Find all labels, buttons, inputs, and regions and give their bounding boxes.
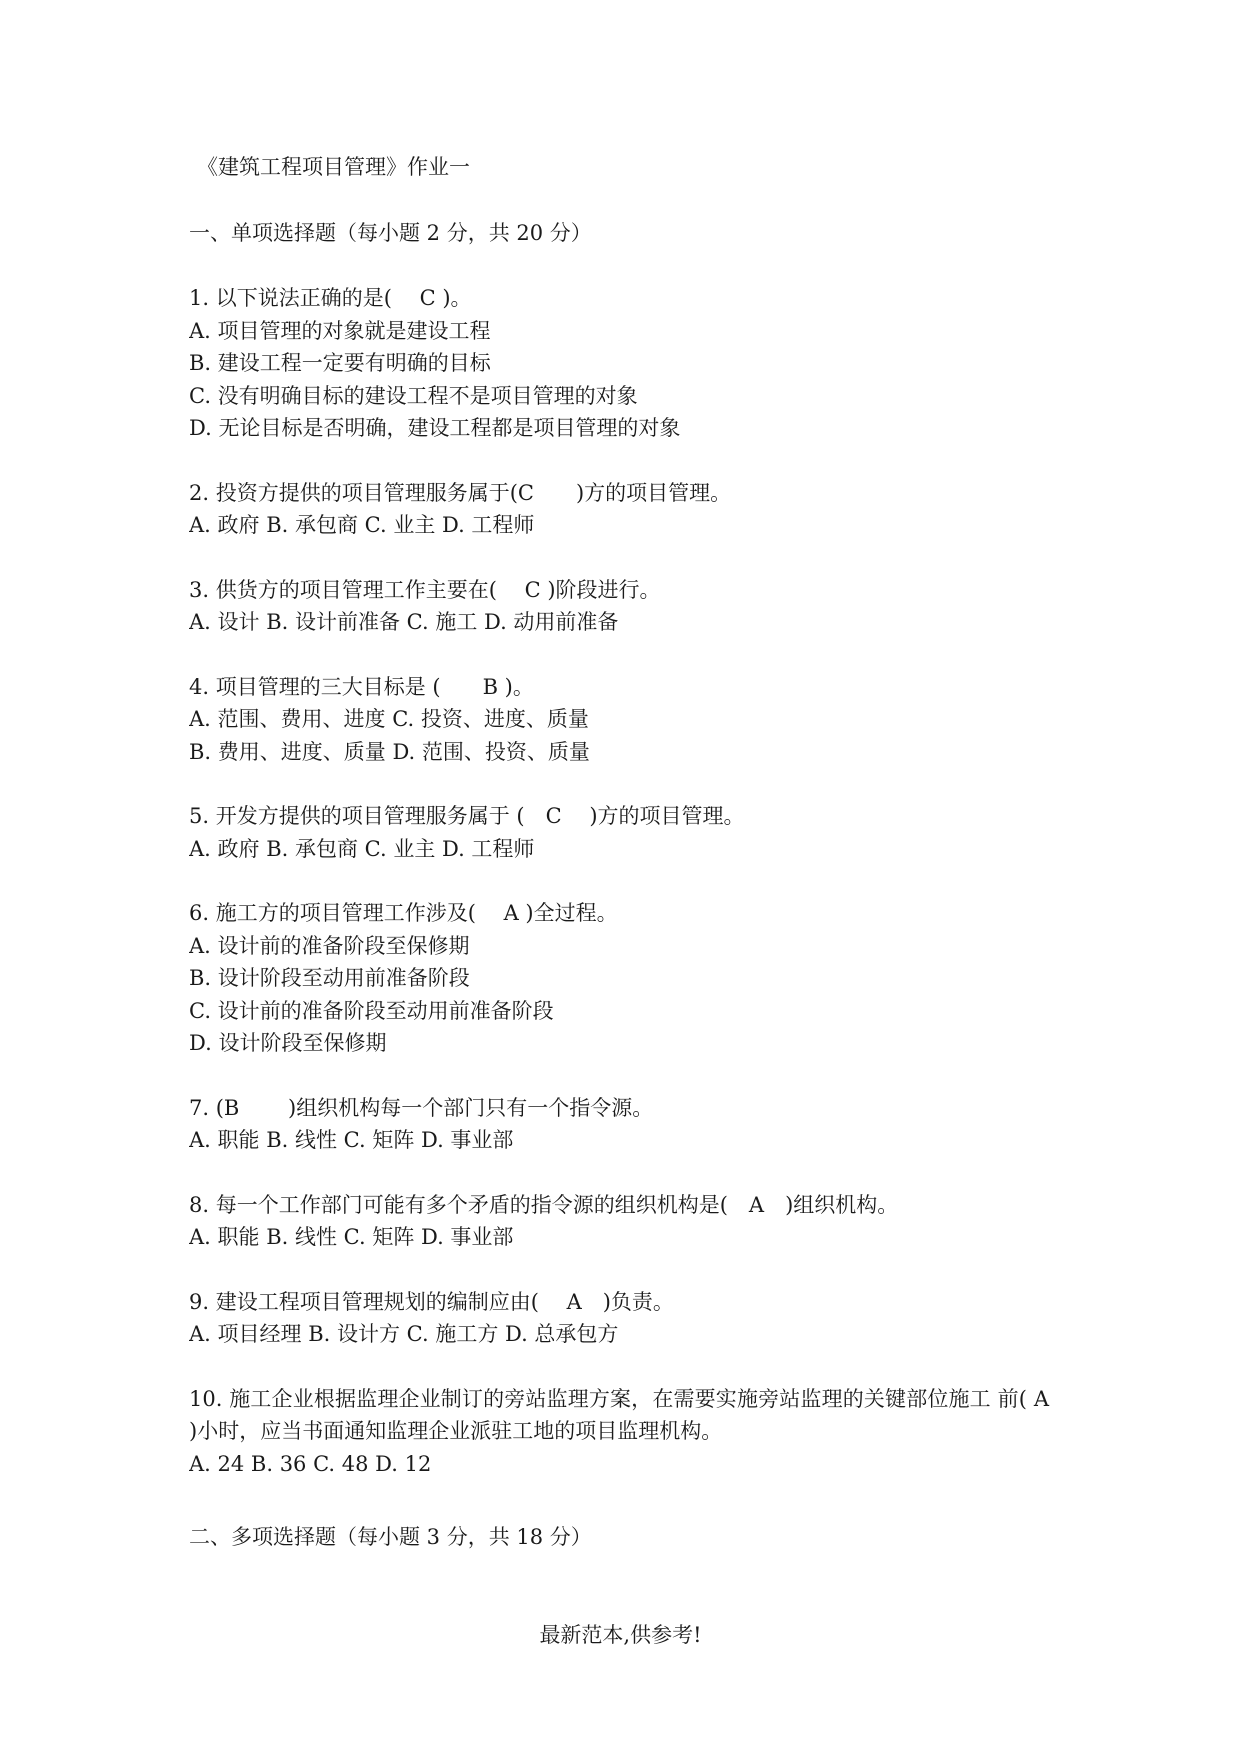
question-stem: 4. 项目管理的三大目标是 ( B )。 [189,674,534,699]
page-footer: 最新范本,供参考! [539,1623,702,1647]
question-7 [189,1092,1069,1157]
question-8 [189,1189,1069,1254]
question-option: A. 职能 B. 线性 C. 矩阵 D. 事业部 [189,1128,514,1152]
question-option: A. 24 B. 36 C. 48 D. 12 [189,1451,432,1476]
section-heading-multiple-choice: 二、多项选择题（每小题 3 分，共 18 分） [189,1525,592,1549]
question-stem: 1. 以下说法正确的是( C )。 [189,286,472,310]
question-option: A. 政府 B. 承包商 C. 业主 D. 工程师 [189,836,535,861]
question-option: B. 建设工程一定要有明确的目标 [189,351,491,375]
question-stem: 6. 施工方的项目管理工作涉及( A )全过程。 [189,901,618,925]
question-list [189,282,1069,1512]
question-option: A. 设计 B. 设计前准备 C. 施工 D. 动用前准备 [189,610,619,634]
question-option: B. 费用、进度、质量 D. 范围、投资、质量 [189,739,590,764]
question-stem: 7. (B )组织机构每一个部门只有一个指令源。 [189,1095,654,1120]
question-stem: 2. 投资方提供的项目管理服务属于(C )方的项目管理。 [189,480,732,505]
question-5 [189,800,1069,865]
question-stem: 8. 每一个工作部门可能有多个矛盾的指令源的组织机构是( A )组织机构。 [189,1192,899,1217]
question-option: D. 无论目标是否明确，建设工程都是项目管理的对象 [189,416,681,440]
question-option: A. 职能 B. 线性 C. 矩阵 D. 事业部 [189,1225,514,1249]
question-option: A. 政府 B. 承包商 C. 业主 D. 工程师 [189,513,535,537]
question-stem: 5. 开发方提供的项目管理服务属于 ( C )方的项目管理。 [189,804,745,828]
question-4 [189,671,1069,769]
question-option: C. 没有明确目标的建设工程不是项目管理的对象 [189,383,638,408]
question-stem: 9. 建设工程项目管理规划的编制应由( A )负责。 [189,1289,674,1314]
question-9 [189,1286,1069,1351]
question-3 [189,574,1069,639]
question-option: A. 设计前的准备阶段至保修期 [189,933,470,958]
question-6 [189,897,1069,1060]
question-option: A. 范围、费用、进度 C. 投资、进度、质量 [189,707,589,731]
question-option: D. 设计阶段至保修期 [189,1031,387,1055]
question-1 [189,282,1069,445]
document-title: 《建筑工程项目管理》作业一 [197,155,470,179]
question-10 [189,1383,1069,1481]
question-stem: 3. 供货方的项目管理工作主要在( C )阶段进行。 [189,577,661,602]
question-option: B. 设计阶段至动用前准备阶段 [189,966,470,990]
question-2 [189,477,1069,542]
section-heading-single-choice: 一、单项选择题（每小题 2 分，共 20 分） [189,221,592,245]
question-option: A. 项目管理的对象就是建设工程 [189,318,491,343]
question-option: A. 项目经理 B. 设计方 C. 施工方 D. 总承包方 [189,1322,619,1346]
question-stem: 10. 施工企业根据监理企业制订的旁站监理方案，在需要实施旁站监理的关键部位施工 前( A )小时，应当书面通知监理企业派驻工地的项目监理机构。 [189,1386,1049,1443]
question-option: C. 设计前的准备阶段至动用前准备阶段 [189,998,554,1023]
